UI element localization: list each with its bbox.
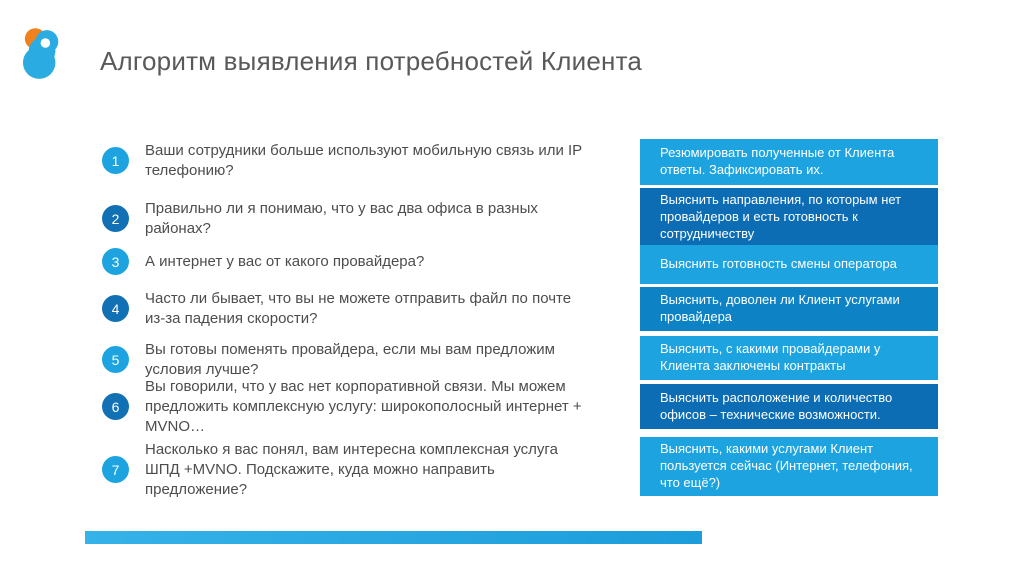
- action-box: [640, 139, 938, 185]
- question-text: Насколько я вас понял, вам интересна комплексная услуга ШПД +MVNO. Подскажите, куда можно направить предложение?: [145, 441, 558, 498]
- step-number-badge: 5: [102, 346, 129, 373]
- action-box: [640, 437, 938, 496]
- step-number-badge: 6: [102, 393, 129, 420]
- action-text: Выяснить, доволен ли Клиент услугами провайдера: [660, 292, 900, 324]
- action-text: Выяснить, какими услугами Клиент пользуется сейчас (Интернет, телефония, что ещё?): [660, 441, 913, 490]
- step-number-badge: 2: [102, 205, 129, 232]
- question-text: А интернет у вас от какого провайдера?: [145, 252, 425, 270]
- action-text: Выяснить готовность смены оператора: [660, 256, 897, 272]
- action-box: [640, 188, 938, 247]
- question-row: [102, 199, 662, 239]
- step-number-badge: 3: [102, 248, 129, 275]
- question-row: [102, 289, 662, 329]
- question-row: [102, 440, 662, 499]
- step-number-badge: 4: [102, 295, 129, 322]
- action-box: [640, 287, 938, 331]
- question-text: Вы готовы поменять провайдера, если мы вам предложим условия лучше?: [145, 341, 555, 378]
- footer-accent-bar: [85, 531, 702, 544]
- action-box: [640, 336, 938, 380]
- rostelecom-logo-icon: [22, 26, 64, 82]
- question-text: Часто ли бывает, что вы не можете отправить файл по почте из-за падения скорости?: [145, 290, 572, 327]
- action-text: Резюмировать полученные от Клиента ответы. Зафиксировать их.: [660, 145, 895, 177]
- action-box: [640, 384, 938, 429]
- question-text: Ваши сотрудники больше используют мобильную связь или IP телефонию?: [145, 142, 582, 179]
- action-box: [640, 245, 938, 284]
- action-text: Выяснить направления, по которым нет провайдеров и есть готовность к сотрудничеству: [660, 192, 902, 241]
- question-row: [102, 377, 662, 436]
- question-row: [102, 141, 662, 181]
- step-number-badge: 1: [102, 147, 129, 174]
- page-title: Алгоритм выявления потребностей Клиента: [100, 46, 643, 76]
- question-row: [102, 248, 662, 275]
- question-text: Правильно ли я понимаю, что у вас два офиса в разных районах?: [145, 200, 538, 237]
- action-text: Выяснить расположение и количество офисов – технические возможности.: [660, 389, 893, 422]
- action-text: Выяснить, с какими провайдерами у Клиента заключены контракты: [660, 341, 881, 373]
- question-text: Вы говорили, что у вас нет корпоративной связи. Мы можем предложить комплексную услугу: широкополосный интернет + MVNO…: [145, 378, 582, 435]
- question-row: [102, 340, 662, 380]
- step-number-badge: 7: [102, 456, 129, 483]
